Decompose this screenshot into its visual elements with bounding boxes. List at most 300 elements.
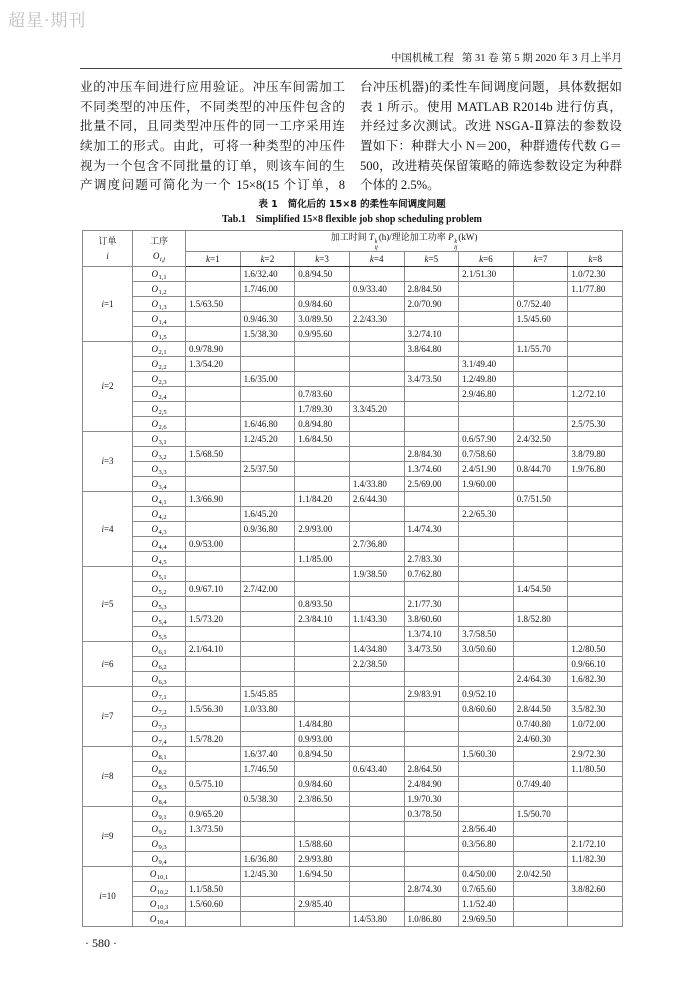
operation-symbol: O bbox=[151, 688, 158, 699]
header-order bbox=[83, 231, 133, 267]
cell-k5 bbox=[404, 507, 459, 522]
machine-index: =1 bbox=[210, 253, 220, 264]
operation-cell bbox=[133, 372, 186, 387]
cell-k8 bbox=[568, 537, 623, 552]
cell-k2: 1.2/45.30 bbox=[240, 867, 295, 882]
cell-k3 bbox=[295, 762, 350, 777]
cell-k4: 1.4/33.80 bbox=[349, 477, 404, 492]
cell-k5: 2.1/77.30 bbox=[404, 597, 459, 612]
operation-subscript: 1,1 bbox=[158, 273, 167, 281]
operation-subscript: 8,4 bbox=[158, 798, 167, 806]
cell-k6: 3.7/58.50 bbox=[459, 627, 514, 642]
table-row bbox=[83, 432, 623, 447]
header-machine-5 bbox=[404, 252, 459, 267]
operation-symbol: O bbox=[151, 433, 158, 444]
cell-k4 bbox=[349, 462, 404, 477]
cell-k4 bbox=[349, 792, 404, 807]
order-index: =4 bbox=[103, 523, 114, 534]
table-row bbox=[83, 732, 623, 747]
cell-k8 bbox=[568, 777, 623, 792]
table-body bbox=[83, 267, 623, 927]
cell-k5 bbox=[404, 717, 459, 732]
text-column-left bbox=[80, 78, 345, 196]
cell-k6: 1.2/49.80 bbox=[459, 372, 514, 387]
operation-subscript: 5,2 bbox=[158, 588, 167, 596]
cell-k2 bbox=[240, 612, 295, 627]
cell-k7: 1.5/45.60 bbox=[513, 312, 568, 327]
cell-k4 bbox=[349, 507, 404, 522]
cell-k3 bbox=[295, 687, 350, 702]
cell-k3: 2.3/84.10 bbox=[295, 612, 350, 627]
cell-k1: 1.5/73.20 bbox=[186, 612, 241, 627]
machine-symbol: k bbox=[479, 253, 484, 264]
cell-k6 bbox=[459, 852, 514, 867]
table-row bbox=[83, 357, 623, 372]
cell-k5 bbox=[404, 672, 459, 687]
order-index: =8 bbox=[103, 771, 114, 781]
cell-k8 bbox=[568, 432, 623, 447]
table-row bbox=[83, 792, 623, 807]
body-line: 500，改进精英保留策略的筛选参数设定为种群 bbox=[360, 158, 622, 173]
cell-k1 bbox=[186, 627, 241, 642]
cell-k8: 2.1/72.10 bbox=[568, 837, 623, 852]
order-cell bbox=[83, 342, 133, 432]
cell-k7 bbox=[513, 537, 568, 552]
cell-k4 bbox=[349, 807, 404, 822]
operation-cell bbox=[133, 582, 186, 597]
table-caption-en bbox=[82, 213, 622, 226]
cell-k2 bbox=[240, 672, 295, 687]
operation-cell bbox=[133, 717, 186, 732]
body-line: 续加工的形式。由此，可将一种类型的冲压件 bbox=[80, 139, 345, 154]
cell-k8 bbox=[568, 792, 623, 807]
measure-time-label: 加工时间 bbox=[330, 232, 367, 242]
operation-cell bbox=[133, 672, 186, 687]
cell-k5 bbox=[404, 747, 459, 762]
operation-cell bbox=[133, 747, 186, 762]
body-line: 置如下：种群大小 N＝200，种群遗传代数 G＝ bbox=[360, 139, 622, 154]
order-index: =6 bbox=[103, 658, 114, 669]
cell-k2 bbox=[240, 567, 295, 582]
cell-k7: 0.7/49.40 bbox=[513, 777, 568, 792]
cell-k6: 2.9/69.50 bbox=[459, 912, 514, 927]
order-cell bbox=[83, 747, 133, 807]
cell-k4 bbox=[349, 522, 404, 537]
operation-subscript: 2,6 bbox=[158, 423, 167, 431]
measure-power-indices bbox=[454, 239, 457, 251]
cell-k7 bbox=[513, 912, 568, 927]
operation-symbol: O bbox=[149, 898, 157, 909]
header-operation-subscript: i,j bbox=[159, 255, 166, 263]
machine-index: =6 bbox=[483, 253, 493, 264]
cell-k7 bbox=[513, 372, 568, 387]
cell-k4: 1.9/38.50 bbox=[349, 567, 404, 582]
cell-k1 bbox=[186, 912, 241, 927]
cell-k7 bbox=[513, 387, 568, 402]
cell-k3 bbox=[295, 582, 350, 597]
machine-index: =3 bbox=[319, 253, 329, 264]
header-operation bbox=[133, 231, 186, 267]
cell-k3 bbox=[295, 822, 350, 837]
cell-k5: 2.8/64.50 bbox=[404, 762, 459, 777]
cell-k1: 2.1/64.10 bbox=[186, 642, 241, 657]
cell-k7 bbox=[513, 507, 568, 522]
operation-cell bbox=[133, 357, 186, 372]
cell-k2: 1.7/46.50 bbox=[240, 762, 295, 777]
machine-index: =7 bbox=[537, 253, 548, 264]
operation-symbol: O bbox=[151, 343, 158, 354]
cell-k8: 1.0/72.30 bbox=[568, 267, 623, 282]
cell-k3 bbox=[295, 567, 350, 582]
operation-symbol: O bbox=[151, 718, 158, 729]
operation-subscript: 10,2 bbox=[156, 888, 169, 896]
operation-cell bbox=[133, 822, 186, 837]
cell-k1: 1.5/63.50 bbox=[186, 297, 241, 312]
operation-symbol: O bbox=[151, 568, 158, 579]
cell-k2: 1.7/46.00 bbox=[240, 282, 295, 297]
cell-k5: 2.8/74.30 bbox=[404, 882, 459, 897]
cell-k3 bbox=[295, 807, 350, 822]
operation-cell bbox=[133, 267, 186, 282]
cell-k4 bbox=[349, 702, 404, 717]
operation-subscript: 9,3 bbox=[158, 843, 167, 851]
cell-k3: 1.1/85.00 bbox=[295, 552, 350, 567]
machine-symbol: k bbox=[206, 253, 211, 264]
measure-mid-label: (h)/理论加工功率 bbox=[378, 232, 446, 242]
operation-cell bbox=[133, 627, 186, 642]
table-row bbox=[83, 492, 623, 507]
cell-k3: 0.7/83.60 bbox=[295, 387, 350, 402]
cell-k7: 2.0/42.50 bbox=[513, 867, 568, 882]
operation-cell bbox=[133, 492, 186, 507]
cell-k4 bbox=[349, 867, 404, 882]
operation-subscript: 9,1 bbox=[158, 813, 167, 821]
cell-k2: 0.9/46.30 bbox=[240, 312, 295, 327]
cell-k6 bbox=[459, 522, 514, 537]
machine-symbol: k bbox=[533, 253, 538, 264]
order-symbol: i bbox=[101, 523, 104, 534]
cell-k8 bbox=[568, 897, 623, 912]
cell-k7: 0.7/51.50 bbox=[513, 492, 568, 507]
cell-k3 bbox=[295, 507, 350, 522]
table-row bbox=[83, 882, 623, 897]
measure-unit-label: (kW) bbox=[458, 232, 478, 242]
cell-k8 bbox=[568, 342, 623, 357]
cell-k7 bbox=[513, 267, 568, 282]
measure-sub: ij bbox=[374, 245, 378, 251]
cell-k8 bbox=[568, 312, 623, 327]
order-index: =2 bbox=[103, 381, 114, 391]
operation-symbol: O bbox=[151, 703, 158, 714]
cell-k6: 0.7/65.60 bbox=[459, 882, 514, 897]
cell-k4 bbox=[349, 552, 404, 567]
cell-k4 bbox=[349, 897, 404, 912]
cell-k1 bbox=[186, 507, 241, 522]
cell-k8 bbox=[568, 627, 623, 642]
cell-k1 bbox=[186, 852, 241, 867]
cell-k6 bbox=[459, 732, 514, 747]
order-index: =7 bbox=[103, 711, 114, 721]
cell-k5: 3.4/73.50 bbox=[404, 372, 459, 387]
operation-symbol: O bbox=[151, 808, 158, 819]
cell-k7 bbox=[513, 822, 568, 837]
cell-k5 bbox=[404, 732, 459, 747]
table-row bbox=[83, 777, 623, 792]
cell-k6: 0.8/60.60 bbox=[459, 702, 514, 717]
cell-k8 bbox=[568, 402, 623, 417]
cell-k3 bbox=[295, 627, 350, 642]
cell-k2 bbox=[240, 882, 295, 897]
cell-k2 bbox=[240, 912, 295, 927]
operation-subscript: 2,5 bbox=[158, 408, 167, 416]
cell-k5 bbox=[404, 867, 459, 882]
table-row bbox=[83, 852, 623, 867]
table-row bbox=[83, 837, 623, 852]
cell-k6 bbox=[459, 672, 514, 687]
cell-k3: 0.9/93.00 bbox=[295, 732, 350, 747]
cell-k4 bbox=[349, 342, 404, 357]
cell-k1 bbox=[186, 312, 241, 327]
cell-k5 bbox=[404, 822, 459, 837]
cell-k1 bbox=[186, 837, 241, 852]
cell-k7: 1.8/52.80 bbox=[513, 612, 568, 627]
cell-k5: 1.3/74.10 bbox=[404, 627, 459, 642]
order-symbol: i bbox=[101, 298, 104, 309]
operation-subscript: 1,5 bbox=[158, 333, 167, 341]
table-row bbox=[83, 822, 623, 837]
operation-cell bbox=[133, 912, 186, 927]
cell-k3 bbox=[295, 372, 350, 387]
cell-k6 bbox=[459, 282, 514, 297]
operation-cell bbox=[133, 507, 186, 522]
operation-cell bbox=[133, 417, 186, 432]
cell-k6: 3.0/50.60 bbox=[459, 642, 514, 657]
cell-k2: 1.6/35.00 bbox=[240, 372, 295, 387]
table-row bbox=[83, 912, 623, 927]
cell-k8: 0.9/66.10 bbox=[568, 657, 623, 672]
cell-k1: 1.3/73.50 bbox=[186, 822, 241, 837]
cell-k4: 1.1/43.30 bbox=[349, 612, 404, 627]
operation-symbol: O bbox=[151, 628, 158, 639]
cell-k8: 1.0/72.00 bbox=[568, 717, 623, 732]
cell-k7: 1.4/54.50 bbox=[513, 582, 568, 597]
table-row bbox=[83, 402, 623, 417]
operation-cell bbox=[133, 552, 186, 567]
cell-k2: 2.7/42.00 bbox=[240, 582, 295, 597]
cell-k2: 1.6/32.40 bbox=[240, 267, 295, 282]
operation-symbol: O bbox=[151, 523, 158, 534]
operation-symbol: O bbox=[151, 463, 158, 474]
operation-symbol: O bbox=[151, 403, 158, 414]
cell-k5 bbox=[404, 897, 459, 912]
cell-k3: 2.9/93.80 bbox=[295, 852, 350, 867]
machine-index: =4 bbox=[373, 253, 384, 264]
cell-k2 bbox=[240, 642, 295, 657]
operation-symbol: O bbox=[151, 598, 158, 609]
cell-k8: 1.9/76.80 bbox=[568, 462, 623, 477]
operation-symbol: O bbox=[151, 328, 158, 339]
operation-symbol: O bbox=[151, 553, 158, 564]
cell-k6: 2.9/46.80 bbox=[459, 387, 514, 402]
cell-k7 bbox=[513, 477, 568, 492]
cell-k1 bbox=[186, 687, 241, 702]
order-cell bbox=[83, 642, 133, 687]
table-row bbox=[83, 867, 623, 882]
cell-k7 bbox=[513, 282, 568, 297]
cell-k1: 1.5/78.20 bbox=[186, 732, 241, 747]
cell-k7: 0.7/52.40 bbox=[513, 297, 568, 312]
table-row bbox=[83, 462, 623, 477]
cell-k6: 0.9/52.10 bbox=[459, 687, 514, 702]
operation-subscript: 8,1 bbox=[158, 753, 167, 761]
cell-k1 bbox=[186, 552, 241, 567]
cell-k6 bbox=[459, 597, 514, 612]
cell-k2 bbox=[240, 537, 295, 552]
header-order-label: 订单 bbox=[98, 235, 117, 246]
cell-k4 bbox=[349, 822, 404, 837]
cell-k7 bbox=[513, 882, 568, 897]
cell-k4: 2.2/38.50 bbox=[349, 657, 404, 672]
operation-symbol: O bbox=[149, 868, 157, 879]
cell-k5: 0.3/78.50 bbox=[404, 807, 459, 822]
cell-k3 bbox=[295, 477, 350, 492]
cell-k4: 2.7/36.80 bbox=[349, 537, 404, 552]
cell-k6: 1.5/60.30 bbox=[459, 747, 514, 762]
table-row bbox=[83, 687, 623, 702]
operation-subscript: 6,1 bbox=[158, 648, 167, 656]
table-row bbox=[83, 897, 623, 912]
cell-k3 bbox=[295, 672, 350, 687]
operation-subscript: 5,5 bbox=[158, 633, 167, 641]
header-order-symbol: i bbox=[106, 250, 109, 261]
cell-k8: 3.5/82.30 bbox=[568, 702, 623, 717]
body-line: 产调度问题可简化为一个 15×8(15 个订单，8 bbox=[80, 178, 345, 193]
operation-subscript: 3,3 bbox=[158, 468, 167, 476]
cell-k7 bbox=[513, 552, 568, 567]
table-row bbox=[83, 807, 623, 822]
cell-k8 bbox=[568, 477, 623, 492]
operation-symbol: O bbox=[151, 733, 158, 744]
operation-cell bbox=[133, 702, 186, 717]
cell-k2 bbox=[240, 477, 295, 492]
operation-cell bbox=[133, 807, 186, 822]
operation-symbol: O bbox=[151, 448, 158, 459]
table-caption-en-title: Simplified 15×8 flexible job shop scheduling problem bbox=[255, 214, 482, 225]
operation-cell bbox=[133, 687, 186, 702]
running-header bbox=[391, 50, 622, 65]
cell-k7 bbox=[513, 657, 568, 672]
cell-k2 bbox=[240, 597, 295, 612]
cell-k6 bbox=[459, 792, 514, 807]
order-cell bbox=[83, 432, 133, 492]
operation-subscript: 2,1 bbox=[158, 348, 167, 356]
header-measure bbox=[186, 231, 623, 252]
cell-k7 bbox=[513, 792, 568, 807]
table-row bbox=[83, 762, 623, 777]
cell-k7: 2.4/32.50 bbox=[513, 432, 568, 447]
order-cell bbox=[83, 567, 133, 642]
cell-k5 bbox=[404, 537, 459, 552]
cell-k8: 1.1/77.80 bbox=[568, 282, 623, 297]
cell-k6 bbox=[459, 417, 514, 432]
cell-k3: 1.5/88.60 bbox=[295, 837, 350, 852]
cell-k1 bbox=[186, 672, 241, 687]
operation-subscript: 10,4 bbox=[156, 918, 169, 926]
cell-k7 bbox=[513, 327, 568, 342]
cell-k5 bbox=[404, 837, 459, 852]
table-row bbox=[83, 522, 623, 537]
cell-k4: 3.3/45.20 bbox=[349, 402, 404, 417]
operation-subscript: 1,4 bbox=[158, 318, 167, 326]
cell-k6: 2.2/65.30 bbox=[459, 507, 514, 522]
operation-symbol: O bbox=[151, 673, 158, 684]
cell-k4 bbox=[349, 597, 404, 612]
operation-symbol: O bbox=[151, 778, 158, 789]
cell-k6 bbox=[459, 807, 514, 822]
cell-k1 bbox=[186, 867, 241, 882]
cell-k7 bbox=[513, 522, 568, 537]
order-symbol: i bbox=[101, 658, 104, 669]
cell-k3: 2.9/93.00 bbox=[295, 522, 350, 537]
operation-subscript: 4,3 bbox=[158, 528, 167, 536]
operation-cell bbox=[133, 477, 186, 492]
cell-k5: 0.7/62.80 bbox=[404, 567, 459, 582]
cell-k8 bbox=[568, 867, 623, 882]
table-row bbox=[83, 582, 623, 597]
order-symbol: i bbox=[101, 711, 104, 721]
operation-subscript: 7,1 bbox=[158, 693, 167, 701]
table-row bbox=[83, 327, 623, 342]
operation-subscript: 7,4 bbox=[158, 738, 167, 746]
order-symbol: i bbox=[101, 831, 104, 841]
body-line: 业的冲压车间进行应用验证。冲压车间需加工 bbox=[80, 80, 345, 94]
cell-k3: 1.6/84.50 bbox=[295, 432, 350, 447]
operation-cell bbox=[133, 642, 186, 657]
cell-k4: 0.9/33.40 bbox=[349, 282, 404, 297]
cell-k2: 0.5/38.30 bbox=[240, 792, 295, 807]
operation-subscript: 1,2 bbox=[158, 288, 167, 296]
measure-power-symbol: P bbox=[448, 232, 454, 242]
cell-k3 bbox=[295, 282, 350, 297]
operation-cell bbox=[133, 792, 186, 807]
cell-k2 bbox=[240, 777, 295, 792]
order-cell bbox=[83, 687, 133, 747]
cell-k4 bbox=[349, 372, 404, 387]
cell-k3: 2.3/86.50 bbox=[295, 792, 350, 807]
cell-k8: 3.8/79.80 bbox=[568, 447, 623, 462]
cell-k4 bbox=[349, 852, 404, 867]
operation-cell bbox=[133, 567, 186, 582]
cell-k5 bbox=[404, 702, 459, 717]
cell-k3 bbox=[295, 447, 350, 462]
table-row bbox=[83, 507, 623, 522]
cell-k4 bbox=[349, 357, 404, 372]
operation-symbol: O bbox=[151, 643, 158, 654]
cell-k7 bbox=[513, 747, 568, 762]
operation-subscript: 3,1 bbox=[158, 438, 167, 446]
cell-k5 bbox=[404, 387, 459, 402]
header-machine-1 bbox=[186, 252, 241, 267]
cell-k4 bbox=[349, 717, 404, 732]
cell-k6: 2.8/56.40 bbox=[459, 822, 514, 837]
cell-k5: 3.4/73.50 bbox=[404, 642, 459, 657]
cell-k8 bbox=[568, 492, 623, 507]
operation-symbol: O bbox=[149, 883, 157, 894]
cell-k3: 2.9/85.40 bbox=[295, 897, 350, 912]
cell-k2: 1.6/45.20 bbox=[240, 507, 295, 522]
operation-symbol: O bbox=[151, 823, 158, 834]
cell-k6 bbox=[459, 612, 514, 627]
